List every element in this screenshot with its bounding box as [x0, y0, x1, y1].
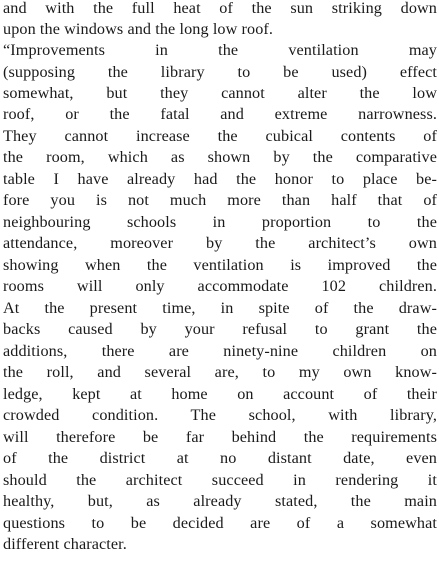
text-line-22: of the district at no distant date, even [3, 449, 437, 467]
text-line-3: “Improvements in the ventilation may [3, 41, 437, 59]
text-line-7: They cannot increase the cubical contents of [3, 127, 437, 145]
text-line-8: the room, which as shown by the comparative [3, 148, 437, 166]
text-line-25: questions to be decided are of a somewhat [3, 514, 437, 532]
text-line-13: showing when the ventilation is improved the [3, 256, 437, 274]
text-line-2: upon the windows and the long low roof. [3, 20, 274, 38]
text-line-15: At the present time, in spite of the draw- [3, 299, 437, 317]
text-line-16: backs caused by your refusal to grant the [3, 320, 437, 338]
text-line-6: roof, or the fatal and extreme narrowness. [3, 105, 437, 123]
text-line-21: will therefore be far behind the requirements [3, 428, 437, 446]
text-line-20: crowded condition. The school, with library, [3, 406, 437, 424]
text-line-18: the roll, and several are, to my own know- [3, 363, 437, 381]
text-line-14: rooms will only accommodate 102 children. [3, 277, 437, 295]
text-line-17: additions, there are ninety-nine children on [3, 342, 437, 360]
text-line-19: ledge, kept at home on account of their [3, 385, 437, 403]
text-line-12: attendance, moreover by the architect’s own [3, 234, 437, 252]
text-line-4: (supposing the library to be used) effect [3, 63, 437, 81]
text-line-23: should the architect succeed in rendering it [3, 471, 437, 489]
text-line-24: healthy, but, as already stated, the main [3, 492, 437, 510]
text-line-9: table I have already had the honor to place be- [3, 170, 437, 188]
text-line-26: different character. [3, 535, 127, 553]
text-line-10: fore you is not much more than half that of [3, 191, 437, 209]
text-line-11: neighbouring schools in proportion to the [3, 213, 437, 231]
newspaper-column [3, 0, 437, 561]
text-line-5: somewhat, but they cannot alter the low [3, 84, 437, 102]
text-line-1: and with the full heat of the sun striking down [3, 0, 437, 17]
